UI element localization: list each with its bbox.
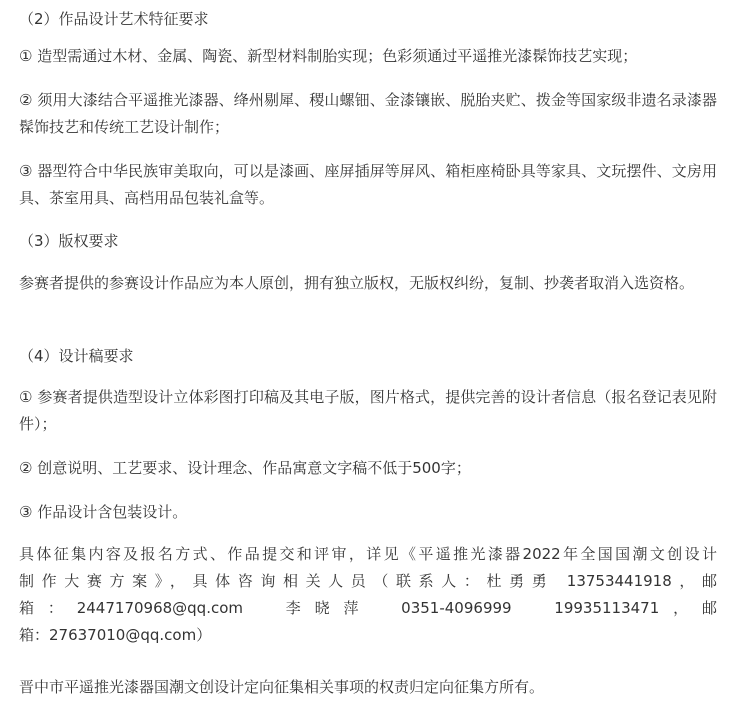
contact-line-1: 具体征集内容及报名方式、作品提交和评审，详见《平遥推光漆器2022年全国国潮文创设计 xyxy=(19,545,717,563)
section-4-item-2: ② 创意说明、工艺要求、设计理念、作品寓意文字稿不低于500字； xyxy=(19,459,471,477)
contact-paragraph xyxy=(19,541,717,649)
section-4-item-3: ③ 作品设计含包装设计。 xyxy=(19,503,188,521)
section-2-item-1: ① 造型需通过木材、金属、陶瓷、新型材料制胎实现；色彩须通过平遥推光漆髹饰技艺实现； xyxy=(19,47,638,65)
contact-line-3: 箱：2447170968@qq.com 李晓萍 0351-4096999 19935113471，邮 xyxy=(19,599,717,617)
section-3-heading: （3）版权要求 xyxy=(19,232,119,250)
footer-text: 晋中市平遥推光漆器国潮文创设计定向征集相关事项的权责归定向征集方所有。 xyxy=(19,678,545,696)
section-4-heading: （4）设计稿要求 xyxy=(19,347,134,365)
section-2-heading: （2）作品设计艺术特征要求 xyxy=(19,10,209,28)
section-2-item-2: ② 须用大漆结合平遥推光漆器、绛州剔犀、稷山螺钿、金漆镶嵌、脱胎夹贮、拨金等国家级非遗名录漆器髹饰技艺和传统工艺设计制作； xyxy=(19,91,717,136)
section-4-item-1: ① 参赛者提供造型设计立体彩图打印稿及其电子版，图片格式，提供完善的设计者信息（报名登记表见附件）； xyxy=(19,388,717,433)
section-3-text: 参赛者提供的参赛设计作品应为本人原创，拥有独立版权，无版权纠纷，复制、抄袭者取消入选资格。 xyxy=(19,274,695,292)
contact-line-2: 制作大赛方案》，具体咨询相关人员（联系人：杜勇勇 13753441918，邮 xyxy=(19,572,717,590)
contact-line-4: 箱：27637010@qq.com） xyxy=(19,626,212,644)
section-2-item-3: ③ 器型符合中华民族审美取向，可以是漆画、座屏插屏等屏风、箱柜座椅卧具等家具、文玩摆件、文房用具、茶室用具、高档用品包装礼盒等。 xyxy=(19,162,717,207)
